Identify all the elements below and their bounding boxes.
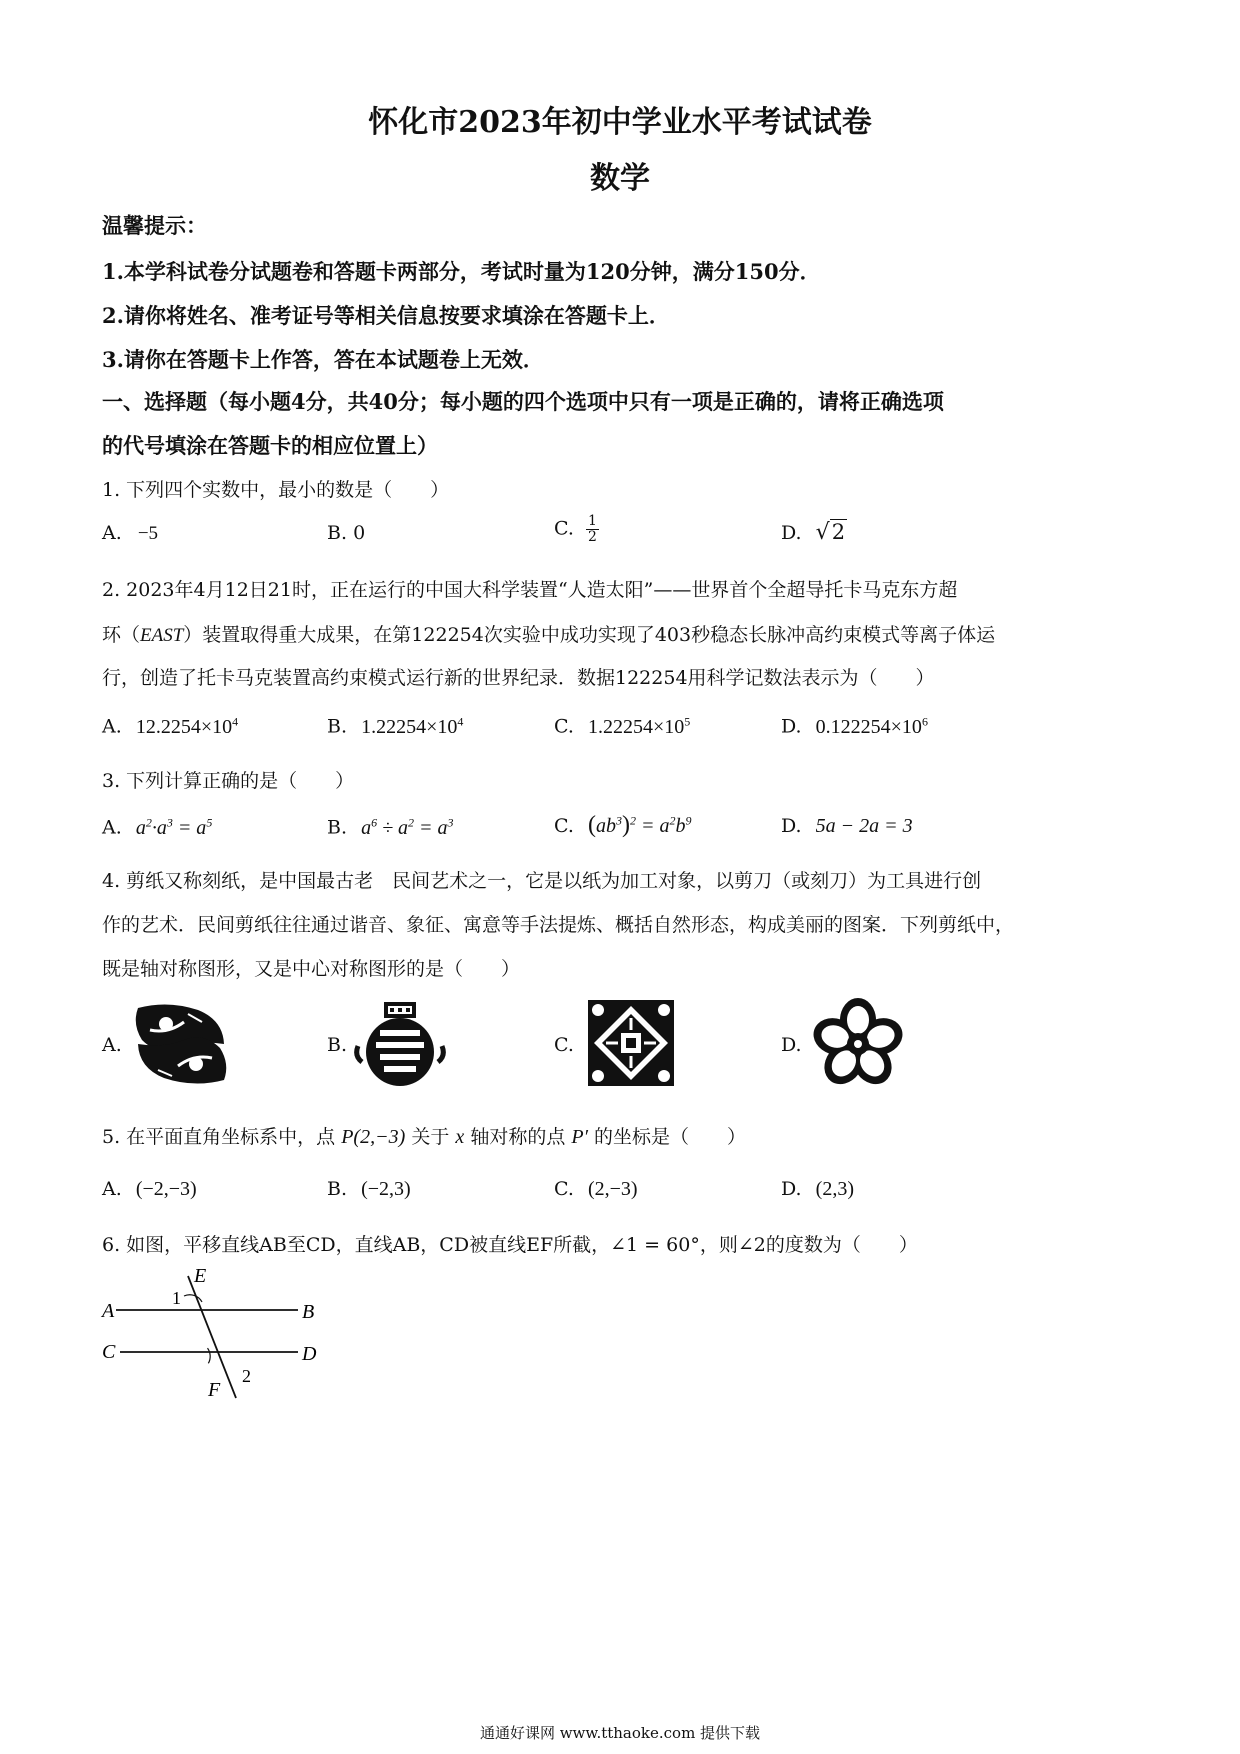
- option-value: $12.2254\times 10^4$: [135, 714, 239, 738]
- question-4-line3: 既是轴对称图形，又是中心对称图形的是（ ）: [102, 958, 521, 980]
- option-label: B.: [327, 816, 348, 839]
- option-formula: $a^2\cdot a^3 = a^5$: [135, 815, 213, 839]
- q1-option-c: [554, 514, 599, 545]
- option-value: $1.22254\times 10^5$: [587, 714, 691, 738]
- option-label: D.: [781, 715, 802, 738]
- q1-option-d: [781, 520, 847, 545]
- point-p: P(2,−3): [341, 1126, 406, 1148]
- tip-3: 3.请你在答题卡上作答，答在本试题卷上无效．: [102, 347, 544, 372]
- option-formula: $(ab^3)^2 = a^2b^9$: [587, 812, 692, 838]
- label-d: D: [302, 1343, 317, 1365]
- papercut-d-image: [812, 998, 904, 1090]
- option-label: D.: [781, 815, 802, 837]
- text-fragment: 环（: [102, 624, 141, 646]
- question-2-line1: 2. 2023年4月12日21时，正在运行的中国大科学装置“人造太阳”——世界首个全超导托卡马克东方超: [102, 579, 958, 601]
- q3-option-c: [554, 812, 691, 839]
- text-fragment: 的坐标是（ ）: [594, 1126, 747, 1148]
- angle-1-arc: [184, 1295, 202, 1302]
- sqrt-icon: √: [815, 520, 830, 545]
- label-c: C: [102, 1341, 116, 1363]
- fraction-denominator: 2: [587, 529, 597, 545]
- papercut-a-image: [128, 1000, 234, 1088]
- q2-option-c: [554, 714, 690, 739]
- option-label: C.: [554, 815, 574, 837]
- text-fragment: 轴对称的点: [470, 1126, 566, 1148]
- q1-option-a: [102, 522, 158, 545]
- parallel-lines-figure: [96, 1262, 336, 1412]
- point-p-prime: P′: [571, 1126, 588, 1148]
- q3-option-b: [327, 815, 454, 840]
- q3-option-d: [781, 815, 913, 838]
- q4-option-b-label: B.: [327, 1034, 348, 1056]
- option-value: (2,−3): [587, 1178, 638, 1200]
- question-5-stem: [102, 1122, 746, 1149]
- label-a: A: [102, 1300, 115, 1322]
- sqrt-radicand: 2: [831, 520, 846, 544]
- question-2-line2: [102, 620, 995, 647]
- option-value: $0.122254\times 10^6$: [815, 714, 928, 738]
- axis-x: x: [455, 1126, 465, 1148]
- option-value: $1.22254\times 10^4$: [361, 714, 464, 738]
- angle-2-arc: [203, 1348, 214, 1363]
- label-angle-2: 2: [242, 1366, 251, 1386]
- q5-option-b: [327, 1178, 411, 1201]
- question-2-line3: 行，创造了托卡马克装置高约束模式运行新的世界纪录．数据122254用科学记数法表示为（ ）: [102, 667, 935, 689]
- option-label: B.: [327, 1178, 348, 1200]
- option-label: C.: [554, 715, 574, 738]
- option-formula: $a^6 \div a^2 = a^3$: [361, 815, 454, 839]
- exam-title: 怀化市2023年初中学业水平考试试卷: [368, 105, 872, 140]
- text-fragment: ）装置取得重大成果，在第122254次实验中成功实现了403秒稳态长脉冲高约束模式等离子体运: [183, 624, 996, 646]
- q1-option-b: [327, 522, 365, 544]
- q5-option-a: [102, 1178, 197, 1201]
- section-heading-line2: 的代号填涂在答题卡的相应位置上）: [102, 433, 438, 458]
- fraction: [586, 514, 599, 545]
- question-1-stem: 1. 下列四个实数中，最小的数是（ ）: [102, 479, 450, 501]
- papercut-c-image: [584, 996, 678, 1090]
- subject-title: 数学: [590, 161, 650, 196]
- question-3-stem: 3. 下列计算正确的是（ ）: [102, 770, 355, 792]
- option-label: B.: [327, 522, 348, 544]
- option-label: B.: [327, 715, 348, 738]
- tip-1: 1.本学科试卷分试题卷和答题卡两部分，考试时量为120分钟，满分150分．: [102, 259, 821, 284]
- option-value: (−2,3): [361, 1178, 411, 1200]
- option-label: D.: [781, 1178, 802, 1200]
- fraction-numerator: 1: [587, 513, 597, 529]
- option-label: A.: [102, 522, 122, 544]
- question-4-line1: 4. 剪纸又称刻纸，是中国最古老 民间艺术之一，它是以纸为加工对象，以剪刀（或刻刀）为工具进行创: [102, 870, 982, 892]
- text-fragment: 关于: [411, 1126, 450, 1148]
- option-label: C.: [554, 1178, 574, 1200]
- q4-option-d-label: D.: [781, 1034, 802, 1056]
- option-label: A.: [102, 715, 122, 738]
- east-italic: EAST: [140, 625, 184, 646]
- q2-option-b: [327, 714, 463, 739]
- text-fragment: 5. 在平面直角坐标系中，点: [102, 1126, 336, 1148]
- label-angle-1: 1: [172, 1288, 181, 1308]
- question-6-stem: 6. 如图，平移直线AB至CD，直线AB，CD被直线EF所截，∠1 = 60°，则∠2的度数为（ ）: [102, 1234, 918, 1256]
- option-value: (−2,−3): [135, 1178, 197, 1200]
- q2-option-a: [102, 714, 238, 739]
- tips-heading: 温馨提示：: [102, 213, 207, 238]
- q5-option-c: [554, 1178, 638, 1201]
- q3-option-a: [102, 815, 212, 840]
- label-b: B: [302, 1301, 315, 1323]
- q4-option-c-label: C.: [554, 1034, 574, 1056]
- label-e: E: [194, 1265, 207, 1287]
- papercut-b-image: [354, 1000, 446, 1090]
- option-label: C.: [554, 517, 574, 540]
- label-f: F: [208, 1379, 221, 1401]
- q2-option-d: [781, 714, 928, 739]
- q4-option-a-label: A.: [102, 1034, 122, 1056]
- footer-source: 通通好课网 www.tthaoke.com 提供下载: [479, 1724, 761, 1742]
- option-label: D.: [781, 522, 802, 544]
- option-value: −5: [137, 523, 159, 544]
- option-label: A.: [102, 816, 122, 839]
- section-heading-line1: 一、选择题（每小题4分，共40分；每小题的四个选项中只有一项是正确的，请将正确选项: [102, 389, 944, 414]
- option-value: (2,3): [815, 1178, 854, 1200]
- q5-option-d: [781, 1178, 854, 1201]
- option-formula: 5a − 2a = 3: [815, 815, 913, 837]
- option-label: A.: [102, 1178, 122, 1200]
- option-value: 0: [353, 522, 366, 544]
- tip-2: 2.请你将姓名、准考证号等相关信息按要求填涂在答题卡上．: [102, 303, 670, 328]
- question-4-line2: 作的艺术．民间剪纸往往通过谐音、象征、寓意等手法提炼、概括自然形态，构成美丽的图案．下列剪纸中，: [102, 914, 1015, 936]
